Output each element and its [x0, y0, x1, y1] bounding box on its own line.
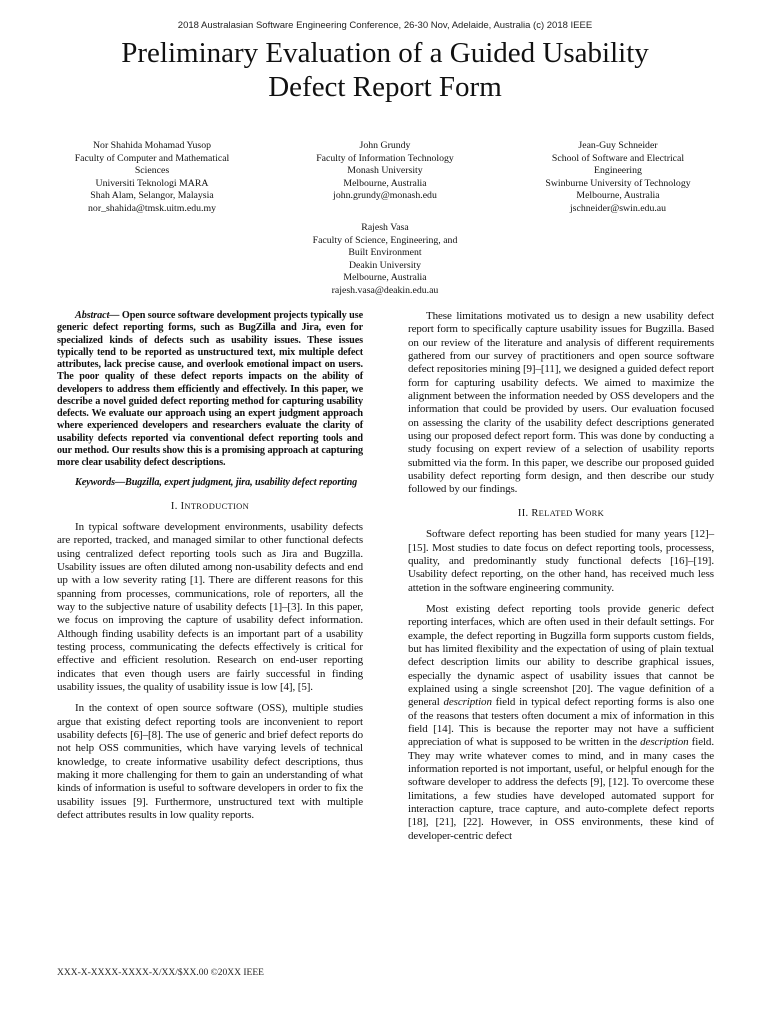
keywords: Keywords—Bugzilla, expert judgment, jira, usability defect reporting [75, 477, 358, 489]
author-name: Nor Shahida Mohamad Yusop [92, 140, 211, 151]
author-email: john.grundy@monash.edu [333, 190, 437, 202]
author-location: Melbourne, Australia [343, 177, 427, 189]
copyright-footer: XXX-X-XXXX-XXXX-X/XX/$XX.00 ©20XX IEEE [57, 968, 264, 978]
author-email: nor_shahida@tmsk.uitm.edu.my [88, 202, 216, 214]
right-column [408, 310, 714, 851]
author-institution: Deakin University [348, 259, 422, 271]
author-email: jschneider@swin.edu.au [569, 202, 667, 214]
author-location: Shah Alam, Selangor, Malaysia [90, 190, 214, 202]
author-institution: Monash University [347, 165, 423, 177]
author-location: Melbourne, Australia [576, 190, 660, 202]
abstract [57, 310, 363, 469]
author-institution: Swinburne University of Technology [545, 177, 691, 189]
author-institution: Universiti Teknologi MARA [95, 177, 209, 189]
author-affiliation: Sciences [134, 165, 170, 177]
left-column [57, 310, 363, 830]
paper-title [40, 36, 730, 104]
author-row [52, 140, 718, 216]
author-affiliation: Built Environment [348, 247, 422, 259]
author-location: Melbourne, Australia [343, 272, 427, 284]
abstract-body: Open source software development projects typically use generic defect reporting forms, such as BugZilla and Jira, even for specialized kinds of defects such as usability issues. These issues typically tend to be reported as unstructured text, mix multiple defect attributes, lack precise cause, and overlook emotional impact on users. The poor quality of these defect reports impacts on the ability of developers to address them efficiently and effectively. In this paper, we describe a novel guided defect reporting method for capturing usability defects. We evaluate our approach using an expert judgment approach where experienced developers and researchers evaluate the clarity of usability defects reported via conventional defect reporting tools and our method. Our results show this is a promising approach at capturing more clear usability defect descriptions. [57, 310, 363, 468]
section-heading-introduction: I. INTRODUCTION [170, 500, 250, 512]
intro-paragraph: These limitations motivated us to design a new usability defect report form to specifically capture usability issues for Bugzilla. Based on our review of the literature and analysis of different requirements gathered from our survey of practitioners and open source software defect repositories mining [9]–[11], we designed a guided defect report form for capturing usability defects. We aimed to maximize the alignment between the information needed by OSS developers and the information that could be provided by users. Our evaluation focused on assessing the clarity of the usability defect descriptions generated using our proposed defect report form. This was done by conducting a study focusing on expert review of a selection of usability reports submitted via the form. In this paper, we describe our proposed guided usability defect reporting form design, and then describe our study followed by our findings. [408, 310, 714, 496]
conference-header: 2018 Australasian Software Engineering Conference, 26-30 Nov, Adelaide, Australia (c) 2018 IEEE [177, 20, 593, 31]
intro-paragraph: In the context of open source software (OSS), multiple studies argue that existing defect reporting tools are inconvenient to report usability defects [6]–[8]. The use of generic and brief defect reports do not help OSS communities, which have varying levels of technical knowledge, to create informative usability defect descriptions, thus making it more challenging for them to gain an understanding of what kinds of information is useful to software developers in order to fix the usability issues [9]. Furthermore, unstructured text with multiple defect attributes results in low quality reports. [57, 702, 363, 822]
section-heading-related-work: II. RELATED WORK [517, 507, 605, 519]
author-affiliation: Faculty of Information Technology [316, 152, 454, 164]
author-affiliation: Engineering [594, 165, 642, 177]
title-line-1: Preliminary Evaluation of a Guided Usability [121, 37, 649, 69]
abstract-lead: Abstract— [75, 310, 120, 321]
intro-paragraph: In typical software development environments, usability defects are reported, tracked, and managed similar to other functional defects using centralized defect reporting tools such as Jira and Bugzilla. Usability issues are often diluted among non-usability defects and end up with a low severity rating [1]. There are different reasons for this spanning from processes, communications, role of reporters, all the way to the subjective nature of usability defects [1]–[3]. In this paper, we focus on improving the capture of usability defect information. Although finding usability defects is an important part of a usability testing process, communicating the defects effectively is critical for effective and efficient resolution. Research on end-user reporting indicates that even though users are fairly successful in finding usability issues, the quality of usability issue is low [4], [5]. [57, 520, 363, 693]
author-name: John Grundy [359, 140, 411, 151]
author-block [52, 140, 252, 216]
author-affiliation: School of Software and Electrical [551, 152, 685, 164]
author-name: Rajesh Vasa [361, 222, 409, 233]
author-email: rajesh.vasa@deakin.edu.au [331, 284, 439, 296]
author-affiliation: Faculty of Computer and Mathematical [74, 152, 230, 164]
title-line-2: Defect Report Form [268, 71, 502, 103]
author-block [285, 140, 485, 216]
author-affiliation: Faculty of Science, Engineering, and [312, 234, 458, 246]
author-block [285, 222, 485, 298]
author-block [518, 140, 718, 216]
related-paragraph: Software defect reporting has been studied for many years [12]–[15]. Most studies to date focus on defect reporting tools, processess, quality, and predominantly study functional defects [16]–[19]. Usability defect reporting, on the other hand, has received much less attetion in the software engineering community. [408, 528, 714, 594]
related-paragraph: Most existing defect reporting tools provide generic defect reporting interfaces, which are often used in their default settings. For example, the defect reporting in Bugzilla form supports custom fields, but has limited flexibility and the expectation of using of plain textual defect description limits our ability to describe graphical issues, especially the dynamic aspect of usability issues that cannot be explained using a single screenshot [20]. The vague definition of a general description field in typical defect reporting forms is also one of the reasons that testers often document a mix of information in this field [14]. This is because the reporter may not have a sufficient appreciation of what is supposed to be written in the description field. They may write whatever comes to mind, and in many cases the information reported is not important, useful, or helpful enough for the software developer to address the defects [9], [12]. To overcome these limitations, a few studies have developed automated support for interaction capture, trace capture, and auto-complete defect reports [18], [21], [22]. However, in OSS environments, these kind of developer-centric defect [408, 602, 714, 842]
author-name: Jean-Guy Schneider [578, 140, 658, 151]
